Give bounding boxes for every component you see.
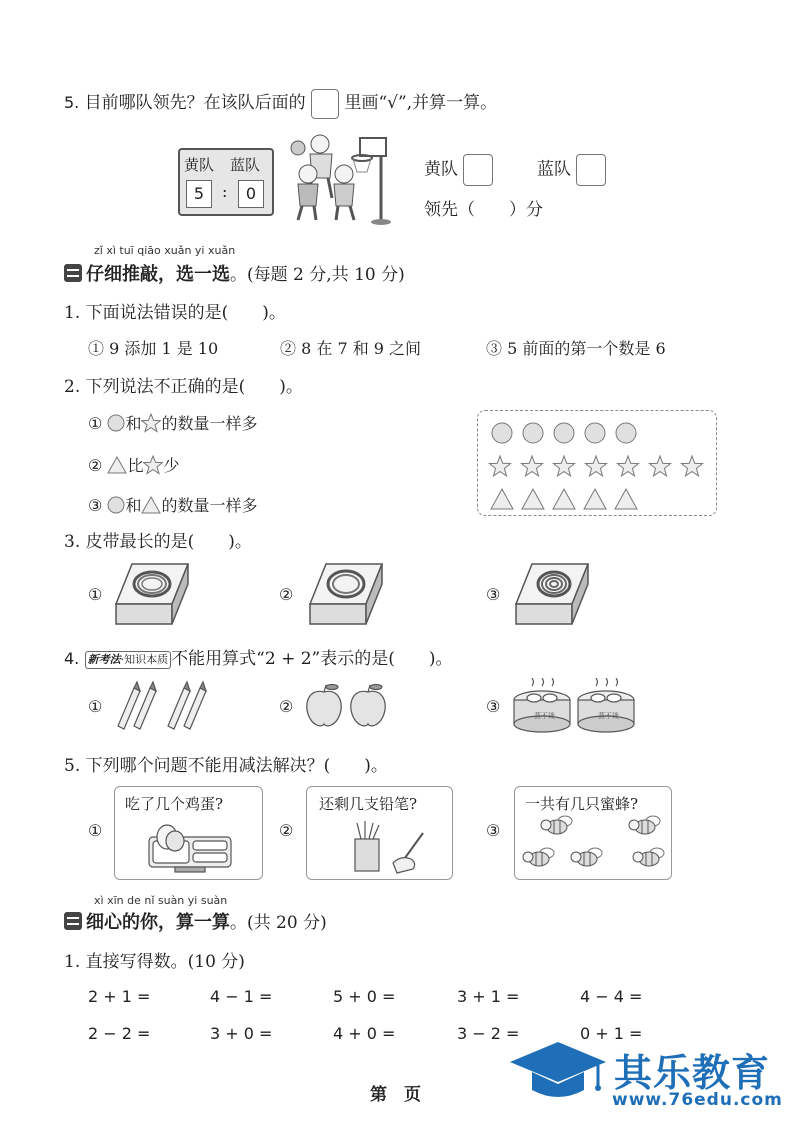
- star-icon: [554, 456, 575, 476]
- s1q5-label-1[interactable]: ①: [88, 821, 103, 840]
- s1q5-label-3[interactable]: ③: [486, 821, 501, 840]
- steamers-illustration: [512, 678, 642, 734]
- calc-r2-c2[interactable]: 3 + 0 =: [210, 1024, 273, 1043]
- bee-icon: [629, 816, 660, 834]
- star-icon: [141, 413, 161, 433]
- yellow-team-answer: 黄队: [424, 154, 493, 186]
- belt-box-3-illustration: [512, 560, 592, 630]
- section1-pinyin: zǐ xì tuī qiāo xuǎn yi xuǎn: [94, 244, 236, 257]
- scoreboard: 黄队 蓝队 5 : 0: [178, 148, 274, 216]
- steamer-label-1: 蒸不烫: [534, 712, 555, 720]
- circle-icon: [107, 414, 125, 432]
- calc-r1-c2[interactable]: 4 − 1 =: [210, 987, 273, 1006]
- s1q3-stem: 3. 皮带最长的是( )。: [64, 532, 252, 552]
- pencil-cup-illustration: [347, 819, 437, 875]
- yellow-score: 5: [186, 180, 212, 208]
- circle-icon: [492, 423, 512, 443]
- watermark-url: www.76edu.com: [612, 1090, 783, 1110]
- s1q1-option-1[interactable]: ① 9 添加 1 是 10: [88, 339, 219, 358]
- calc-r1-c1[interactable]: 2 + 1 =: [88, 987, 151, 1006]
- s1q4-label-1[interactable]: ①: [88, 697, 103, 716]
- card-pencils: 还剩几支铅笔?: [306, 786, 453, 880]
- s1q2-option-3[interactable]: ③ 和 的数量一样多: [88, 496, 258, 515]
- blue-team-answer: 蓝队: [537, 154, 606, 186]
- watermark-brand: 其乐教育: [614, 1051, 771, 1095]
- yellow-check-box[interactable]: [463, 154, 493, 186]
- s1q2-stem: 2. 下列说法不正确的是( )。: [64, 377, 303, 397]
- belt-box-1-illustration: [112, 560, 192, 630]
- circle-icon: [107, 496, 125, 514]
- s1q2-option-1[interactable]: ① 和 的数量一样多: [88, 414, 258, 433]
- triangle-icon: [491, 489, 513, 509]
- s1q5-stem: 5. 下列哪个问题不能用减法解决？( )。: [64, 756, 388, 776]
- shapes-figure: [478, 411, 716, 515]
- star-icon: [522, 456, 543, 476]
- star-icon: [586, 456, 607, 476]
- s1q3-label-3[interactable]: ③: [486, 585, 501, 604]
- circle-icon: [523, 423, 543, 443]
- lead-points[interactable]: 领先（ ）分: [424, 200, 543, 220]
- apples-illustration: [302, 682, 392, 730]
- calc-r1-c5[interactable]: 4 − 4 =: [580, 987, 643, 1006]
- calc-r2-c3[interactable]: 4 + 0 =: [333, 1024, 396, 1043]
- calc-r2-c1[interactable]: 2 − 2 =: [88, 1024, 151, 1043]
- bee-icon: [633, 848, 664, 866]
- star-icon: [682, 456, 703, 476]
- card-bees: 一共有几只蜜蜂?: [514, 786, 672, 880]
- egg-tray-illustration: [145, 819, 235, 875]
- bee-icon: [541, 816, 572, 834]
- steamer-label-2: 蒸不烫: [598, 712, 619, 720]
- graduation-cap-icon: [508, 1038, 608, 1104]
- section1-heading: 仔细推敲，选一选。(每题 2 分,共 10 分): [64, 260, 405, 286]
- belt-box-2-illustration: [306, 560, 386, 630]
- s2q1-stem: 1. 直接写得数。(10 分): [64, 952, 245, 972]
- triangle-icon: [553, 489, 575, 509]
- star-icon: [618, 456, 639, 476]
- star-icon: [650, 456, 671, 476]
- star-icon: [143, 455, 163, 475]
- s1q4-stem: 4. 新考法·知识本质 不能用算式“2 + 2”表示的是( )。: [64, 649, 453, 669]
- new-method-badge: 新考法·知识本质: [85, 651, 172, 669]
- section2-heading: 细心的你，算一算。(共 20 分): [64, 908, 327, 934]
- triangle-icon: [141, 496, 161, 514]
- blue-check-box[interactable]: [576, 154, 606, 186]
- circle-icon: [554, 423, 574, 443]
- q5-answer-box[interactable]: [311, 89, 339, 119]
- calc-r2-c5[interactable]: 0 + 1 =: [580, 1024, 643, 1043]
- bee-icon: [571, 848, 602, 866]
- card-eggs: 吃了几个鸡蛋?: [114, 786, 263, 880]
- s1q1-option-3[interactable]: ③ 5 前面的第一个数是 6: [486, 339, 666, 358]
- s1q1-option-2[interactable]: ② 8 在 7 和 9 之间: [280, 339, 422, 358]
- section2-pinyin: xì xīn de nǐ suàn yi suàn: [94, 894, 228, 907]
- s1q3-label-2[interactable]: ②: [279, 585, 294, 604]
- circle-icon: [616, 423, 636, 443]
- calc-r2-c4[interactable]: 3 − 2 =: [457, 1024, 520, 1043]
- triangle-icon: [584, 489, 606, 509]
- shapes-panel: [477, 410, 717, 516]
- bees-illustration: [519, 815, 667, 877]
- section-icon: [64, 264, 82, 282]
- star-icon: [490, 456, 511, 476]
- triangle-icon: [107, 456, 127, 474]
- blue-score: 0: [238, 180, 264, 208]
- pencils-illustration: [112, 680, 212, 730]
- circle-icon: [585, 423, 605, 443]
- page-number: 第 页: [370, 1085, 421, 1105]
- s1q5-label-2[interactable]: ②: [279, 821, 294, 840]
- triangle-icon: [522, 489, 544, 509]
- section-icon: [64, 912, 82, 930]
- calc-r1-c4[interactable]: 3 + 1 =: [457, 987, 520, 1006]
- bee-icon: [523, 848, 554, 866]
- s1q3-label-1[interactable]: ①: [88, 585, 103, 604]
- s1q2-option-2[interactable]: ② 比 少: [88, 456, 180, 475]
- calc-r1-c3[interactable]: 5 + 0 =: [333, 987, 396, 1006]
- basketball-kids-illustration: [286, 128, 396, 226]
- s1q4-label-2[interactable]: ②: [279, 697, 294, 716]
- s1q4-label-3[interactable]: ③: [486, 697, 501, 716]
- triangle-icon: [615, 489, 637, 509]
- s1q1-stem: 1. 下面说法错误的是( )。: [64, 303, 286, 323]
- q5-stem: 5. 目前哪队领先？在该队后面的 里画“√”,并算一算。: [64, 88, 497, 119]
